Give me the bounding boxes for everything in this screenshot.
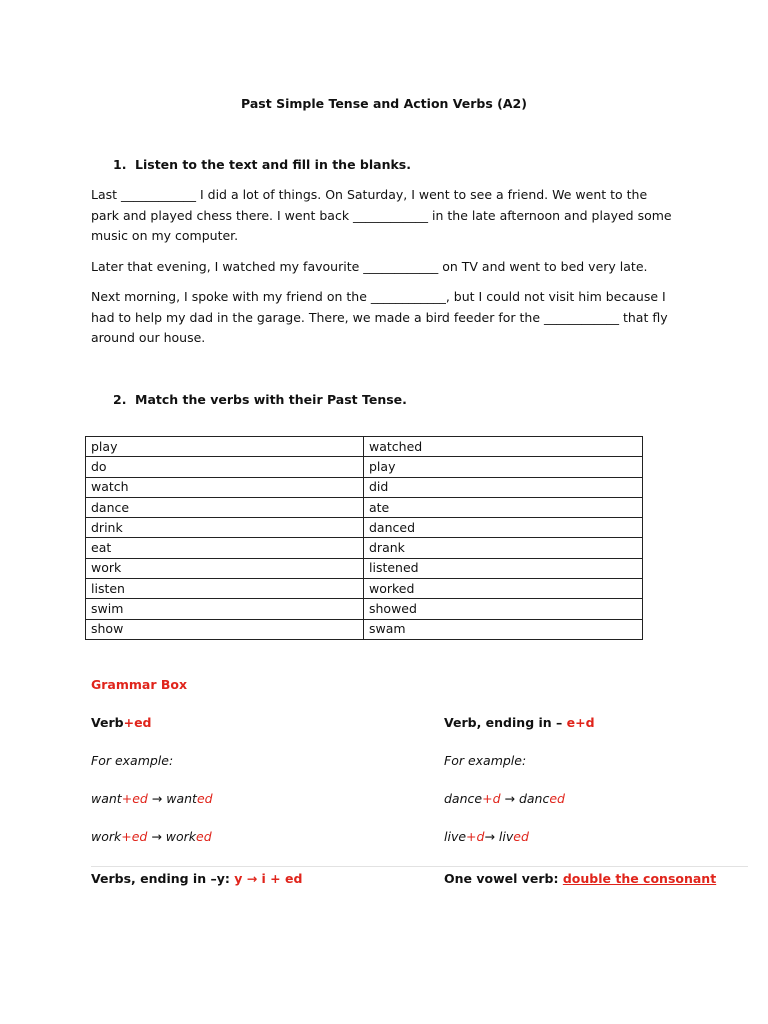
paragraph-3-line: Next morning, I spoke with my friend on the ____________, but I could not visit him because I	[91, 289, 666, 304]
table-row	[86, 538, 643, 558]
verb-cell: play	[86, 437, 364, 457]
paragraph-3-line: had to help my dad in the garage. There, we made a bird feeder for the ____________ that fly	[91, 309, 668, 325]
section-2-number: 2.	[113, 392, 127, 407]
table-row	[86, 619, 643, 639]
rule-suffix: +ed	[123, 715, 152, 730]
paragraph-1-line: music on my computer.	[91, 228, 239, 243]
example-want	[91, 791, 213, 806]
example-stem: liv	[498, 829, 514, 844]
section-2-title: Match the verbs with their Past Tense.	[135, 392, 407, 407]
verb-cell: dance	[86, 497, 364, 517]
section-1-title: Listen to the text and fill in the blanks.	[135, 157, 411, 172]
verb-cell: work	[86, 558, 364, 578]
rule-change: y → i + ed	[234, 871, 303, 886]
example-base: want	[91, 791, 122, 806]
verb-cell: do	[86, 457, 364, 477]
example-ending: ed	[549, 791, 565, 806]
rule-text: Verbs, ending in –y:	[91, 871, 235, 886]
rule-one-vowel	[444, 871, 716, 886]
example-ending: ed	[196, 791, 213, 806]
table-row	[86, 497, 643, 517]
divider	[91, 866, 748, 867]
table-row	[86, 477, 643, 497]
section-1-number: 1.	[113, 157, 127, 172]
example-suffix: +ed	[121, 829, 148, 844]
example-stem: work	[165, 829, 197, 844]
paragraph-1	[91, 185, 681, 247]
table-row	[86, 457, 643, 477]
verb-match-table	[85, 436, 643, 640]
example-work	[91, 829, 212, 844]
past-tense-cell: play	[364, 457, 643, 477]
example-label-left: For example:	[91, 753, 174, 768]
table-row	[86, 579, 643, 599]
example-live	[444, 829, 529, 844]
paragraph-2	[91, 257, 681, 278]
paragraph-1-line: park and played chess there. I went back ____________ in the late afternoon and played some	[91, 207, 672, 223]
paragraph-3	[91, 287, 681, 349]
paragraph-2-line: Later that evening, I watched my favourite ____________ on TV and went to bed very late.	[91, 259, 648, 274]
example-ending: ed	[196, 829, 212, 844]
example-suffix: +ed	[121, 791, 148, 806]
paragraph-1-line: Last ____________ I did a lot of things. On Saturday, I went to see a friend. We went to the	[91, 187, 648, 202]
grammar-box-title: Grammar Box	[91, 677, 188, 692]
table-row	[86, 518, 643, 538]
arrow-icon: →	[147, 829, 166, 844]
rule-verb-ed	[91, 715, 152, 730]
rule-verb-ending-e	[444, 715, 595, 730]
example-ending: ed	[513, 829, 529, 844]
past-tense-cell: worked	[364, 579, 643, 599]
example-stem: danc	[518, 791, 550, 806]
example-label-right: For example:	[444, 753, 527, 768]
past-tense-cell: swam	[364, 619, 643, 639]
example-base: live	[444, 829, 467, 844]
verb-cell: swim	[86, 599, 364, 619]
past-tense-cell: did	[364, 477, 643, 497]
past-tense-cell: showed	[364, 599, 643, 619]
verb-cell: watch	[86, 477, 364, 497]
page-title: Past Simple Tense and Action Verbs (A2)	[241, 96, 527, 111]
table-row	[86, 558, 643, 578]
paragraph-3-line: around our house.	[91, 330, 206, 345]
past-tense-cell: listened	[364, 558, 643, 578]
past-tense-cell: drank	[364, 538, 643, 558]
arrow-icon: →	[147, 791, 167, 806]
arrow-icon: →	[484, 829, 499, 844]
example-base: dance	[444, 791, 483, 806]
verb-cell: listen	[86, 579, 364, 599]
verb-cell: show	[86, 619, 364, 639]
past-tense-cell: watched	[364, 437, 643, 457]
example-suffix: +d	[482, 791, 501, 806]
verb-cell: eat	[86, 538, 364, 558]
rule-text: Verb, ending in –	[444, 715, 567, 730]
rule-suffix: e+d	[566, 715, 595, 730]
example-suffix: +d	[466, 829, 485, 844]
past-tense-cell: ate	[364, 497, 643, 517]
table-row	[86, 599, 643, 619]
example-stem: want	[166, 791, 197, 806]
rule-text: Verb	[91, 715, 124, 730]
example-dance	[444, 791, 565, 806]
rule-verb-ending-y	[91, 871, 302, 886]
arrow-icon: →	[500, 791, 519, 806]
rule-text: One vowel verb:	[444, 871, 563, 886]
past-tense-cell: danced	[364, 518, 643, 538]
verb-cell: drink	[86, 518, 364, 538]
rule-change: double the consonant	[562, 871, 717, 886]
table-row	[86, 437, 643, 457]
example-base: work	[91, 829, 122, 844]
